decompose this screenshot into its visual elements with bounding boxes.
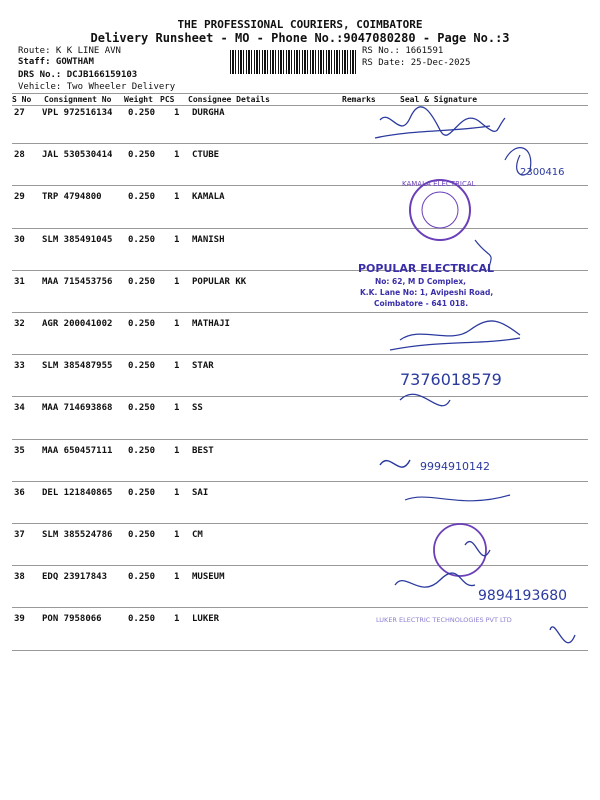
cell-name: MUSEUM xyxy=(192,572,225,583)
cell-sno: 29 xyxy=(14,192,25,203)
cell-name: STAR xyxy=(192,361,214,372)
cell-name: CTUBE xyxy=(192,150,220,161)
handwritten-number-3: 9994910142 xyxy=(420,460,490,473)
cell-cons: EDQ 23917843 xyxy=(42,572,108,583)
cell-pcs: 1 xyxy=(174,150,180,161)
kamala-seal-text: KAMALA ELECTRICAL xyxy=(402,180,476,188)
cell-weight: 0.250 xyxy=(128,361,156,372)
cell-name: MANISH xyxy=(192,234,225,245)
cell-weight: 0.250 xyxy=(128,530,156,540)
cell-name: KAMALA xyxy=(192,192,225,203)
cell-cons: SLM 385491045 xyxy=(42,234,113,245)
cell-cons: SLM 385524786 xyxy=(42,530,113,540)
col-pcs: PCS xyxy=(160,95,175,104)
cell-cons: TRP 4794800 xyxy=(42,192,102,203)
cell-cons: SLM 385487955 xyxy=(42,361,113,372)
cell-sno: 33 xyxy=(14,361,25,372)
cell-cons: MAA 650457111 xyxy=(42,445,113,456)
cell-sno: 27 xyxy=(14,108,25,118)
col-remarks: Remarks xyxy=(342,95,376,104)
cell-weight: 0.250 xyxy=(128,150,156,161)
cell-sno: 30 xyxy=(14,234,25,245)
cell-pcs: 1 xyxy=(174,614,180,625)
popular-stamp-addr1: No: 62, M D Complex, xyxy=(375,277,467,286)
cell-pcs: 1 xyxy=(174,192,180,203)
signature-row-36 xyxy=(405,495,510,501)
cell-weight: 0.250 xyxy=(128,403,156,414)
handwritten-number-4: 9894193680 xyxy=(478,588,568,604)
cell-name: SAI xyxy=(192,487,209,498)
signature-row-32 xyxy=(390,321,520,350)
cell-weight: 0.250 xyxy=(128,614,156,625)
cell-weight: 0.250 xyxy=(128,108,156,118)
cell-name: LUKER xyxy=(192,614,220,625)
drs-number: DRS No.: DCJB166159103 xyxy=(18,70,138,80)
cell-name: POPULAR KK xyxy=(192,276,247,287)
col-weight: Weight xyxy=(124,95,153,104)
col-consignee: Consignee Details xyxy=(188,95,270,104)
rs-number: RS No.: 1661591 xyxy=(362,46,444,56)
cell-weight: 0.250 xyxy=(128,234,156,245)
cell-name: SS xyxy=(192,403,203,414)
cell-sno: 37 xyxy=(14,530,25,540)
cell-weight: 0.250 xyxy=(128,276,156,287)
cell-pcs: 1 xyxy=(174,572,180,583)
cell-pcs: 1 xyxy=(174,276,180,287)
cell-sno: 31 xyxy=(14,276,25,287)
cell-pcs: 1 xyxy=(174,234,180,245)
cell-weight: 0.250 xyxy=(128,319,156,329)
cell-pcs: 1 xyxy=(174,361,180,372)
kamala-seal-icon xyxy=(410,180,470,240)
cell-pcs: 1 xyxy=(174,108,180,118)
cell-name: MATHAJI xyxy=(192,319,230,329)
cell-cons: VPL 972516134 xyxy=(42,108,113,118)
luker-stamp-text: LUKER ELECTRIC TECHNOLOGIES PVT LTD xyxy=(376,616,512,624)
cell-cons: JAL 530530414 xyxy=(42,150,113,161)
cell-weight: 0.250 xyxy=(128,572,156,583)
cell-cons: DEL 121840865 xyxy=(42,487,113,498)
signature-row-39 xyxy=(550,627,575,643)
cell-sno: 38 xyxy=(14,572,25,583)
signatures-and-stamps xyxy=(358,100,588,690)
route: Route: K K LINE AVN xyxy=(18,46,121,56)
header-top-line xyxy=(12,93,588,94)
staff: Staff: GOWTHAM xyxy=(18,57,94,67)
popular-stamp-addr3: Coimbatore - 641 018. xyxy=(374,299,469,308)
cell-cons: AGR 200041002 xyxy=(42,319,113,329)
cell-cons: MAA 714693868 xyxy=(42,403,113,414)
company-title: THE PROFESSIONAL COURIERS, COIMBATORE xyxy=(177,18,423,31)
signature-row-27 xyxy=(375,107,505,138)
signature-row-34 xyxy=(400,394,450,406)
col-sno: S No xyxy=(12,95,32,104)
popular-stamp-addr2: K.K. Lane No: 1, Avipeshi Road, xyxy=(360,288,494,297)
cell-weight: 0.250 xyxy=(128,445,156,456)
cell-sno: 34 xyxy=(14,403,25,414)
rs-date: RS Date: 25-Dec-2025 xyxy=(362,58,471,68)
signature-row-35 xyxy=(380,460,410,467)
cell-weight: 0.250 xyxy=(128,487,156,498)
runsheet-title: Delivery Runsheet - MO - Phone No.:9047080280 - Page No.:3 xyxy=(90,31,510,45)
cell-sno: 28 xyxy=(14,150,25,161)
handwritten-number-1: 2300416 xyxy=(520,167,565,178)
col-consignment: Consignment No xyxy=(44,95,112,104)
cell-cons: MAA 715453756 xyxy=(42,276,113,287)
cell-sno: 32 xyxy=(14,319,25,329)
barcode xyxy=(230,50,358,74)
cell-pcs: 1 xyxy=(174,403,180,414)
col-seal: Seal & Signature xyxy=(400,95,478,104)
vehicle: Vehicle: Two Wheeler Delivery xyxy=(18,82,176,92)
cell-cons: PON 7958066 xyxy=(42,614,102,625)
cell-sno: 39 xyxy=(14,614,25,625)
cell-name: DURGHA xyxy=(192,108,225,118)
cell-pcs: 1 xyxy=(174,319,180,329)
cell-pcs: 1 xyxy=(174,445,180,456)
cell-name: BEST xyxy=(192,445,214,456)
cell-pcs: 1 xyxy=(174,530,180,540)
cell-sno: 36 xyxy=(14,487,25,498)
cell-weight: 0.250 xyxy=(128,192,156,203)
popular-stamp-name: POPULAR ELECTRICAL xyxy=(358,262,495,275)
cell-sno: 35 xyxy=(14,445,25,456)
cell-pcs: 1 xyxy=(174,487,180,498)
cell-name: CM xyxy=(192,530,203,540)
handwritten-number-2: 7376018579 xyxy=(400,370,502,389)
